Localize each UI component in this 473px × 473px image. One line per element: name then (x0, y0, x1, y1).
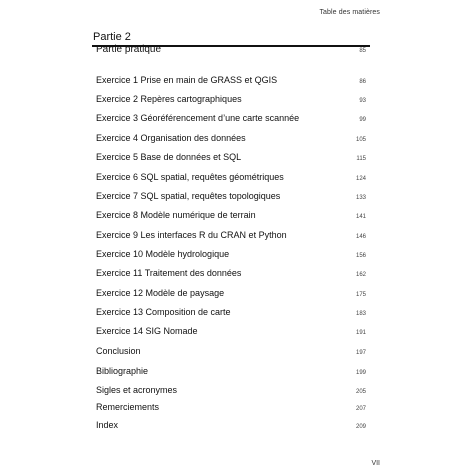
toc-entry-title: Exercice 11 Traitement des données (96, 268, 242, 278)
toc-entry-title: Index (96, 420, 119, 430)
toc-entry[interactable] (96, 420, 366, 432)
toc-entry-page-number: 146 (355, 234, 366, 240)
toc-entry-page-number: 133 (355, 195, 366, 201)
toc-entry-title: Exercice 2 Repères cartographiques (96, 94, 242, 104)
toc-entry[interactable] (96, 402, 366, 414)
toc-entry-page-number: 162 (355, 272, 366, 278)
toc-entry-page-number: 85 (359, 48, 366, 54)
toc-entry-page-number: 124 (355, 176, 366, 182)
toc-entry[interactable] (96, 346, 366, 358)
toc-entry[interactable] (96, 230, 366, 242)
toc-entry-title: Exercice 14 SIG Nomade (96, 326, 198, 336)
toc-entry[interactable] (96, 44, 366, 56)
toc-entry[interactable] (96, 288, 366, 300)
toc-entry[interactable] (96, 133, 366, 145)
toc-entry-title: Exercice 12 Modèle de paysage (96, 288, 225, 298)
toc-entry-title: Partie pratique (96, 44, 162, 55)
toc-entry-page-number: 197 (355, 350, 366, 356)
toc-entry-page-number: 115 (356, 156, 366, 162)
toc-entry-title: Exercice 10 Modèle hydrologique (96, 249, 230, 259)
toc-entry-title: Exercice 9 Les interfaces R du CRAN et Python (96, 230, 287, 240)
running-header: Table des matières (319, 9, 380, 16)
toc-entry-title: Exercice 1 Prise en main de GRASS et QGIS (96, 75, 278, 85)
toc-entry-title: Exercice 8 Modèle numérique de terrain (96, 210, 256, 220)
toc-entry[interactable] (96, 75, 366, 87)
toc-entry[interactable] (96, 113, 366, 125)
toc-entry-title: Remerciements (96, 402, 160, 412)
toc-entry[interactable] (96, 326, 366, 338)
toc-entry[interactable] (96, 172, 366, 184)
toc-entry-page-number: 93 (359, 98, 366, 104)
toc-entry-page-number: 86 (359, 79, 366, 85)
toc-entry-page-number: 183 (355, 311, 366, 317)
toc-entry[interactable] (96, 268, 366, 280)
toc-entry-page-number: 199 (355, 370, 366, 376)
toc-entry-title: Exercice 5 Base de données et SQL (96, 152, 242, 162)
toc-entry-title: Exercice 4 Organisation des données (96, 133, 246, 143)
toc-entry-title: Bibliographie (96, 366, 149, 376)
toc-entry-title: Exercice 13 Composition de carte (96, 307, 231, 317)
part-label: Partie 2 (93, 31, 131, 43)
toc-entry[interactable] (96, 366, 366, 378)
toc-entry[interactable] (96, 210, 366, 222)
toc-entry-page-number: 175 (355, 292, 366, 298)
toc-entry-title: Exercice 7 SQL spatial, requêtes topologiques (96, 191, 281, 201)
toc-entry-title: Exercice 3 Géoréférencement d’une carte scannée (96, 113, 300, 123)
toc-entry-title: Exercice 6 SQL spatial, requêtes géométriques (96, 172, 284, 182)
toc-entry[interactable] (96, 385, 366, 397)
toc-entry-page-number: 105 (355, 137, 366, 143)
toc-entry-page-number: 191 (355, 330, 366, 336)
toc-entry-page-number: 205 (355, 389, 366, 395)
toc-entry[interactable] (96, 249, 366, 261)
toc-entry[interactable] (96, 191, 366, 203)
toc-entry[interactable] (96, 152, 366, 164)
toc-entry-page-number: 99 (359, 117, 366, 123)
toc-entry[interactable] (96, 94, 366, 106)
toc-entry-page-number: 156 (355, 253, 366, 259)
toc-entry[interactable] (96, 307, 366, 319)
toc-entry-title: Sigles et acronymes (96, 385, 178, 395)
toc-entry-page-number: 209 (355, 424, 366, 430)
toc-entry-page-number: 141 (355, 214, 366, 220)
toc-entry-title: Conclusion (96, 346, 141, 356)
page-folio: VII (371, 460, 380, 467)
toc-entry-page-number: 207 (355, 406, 366, 412)
